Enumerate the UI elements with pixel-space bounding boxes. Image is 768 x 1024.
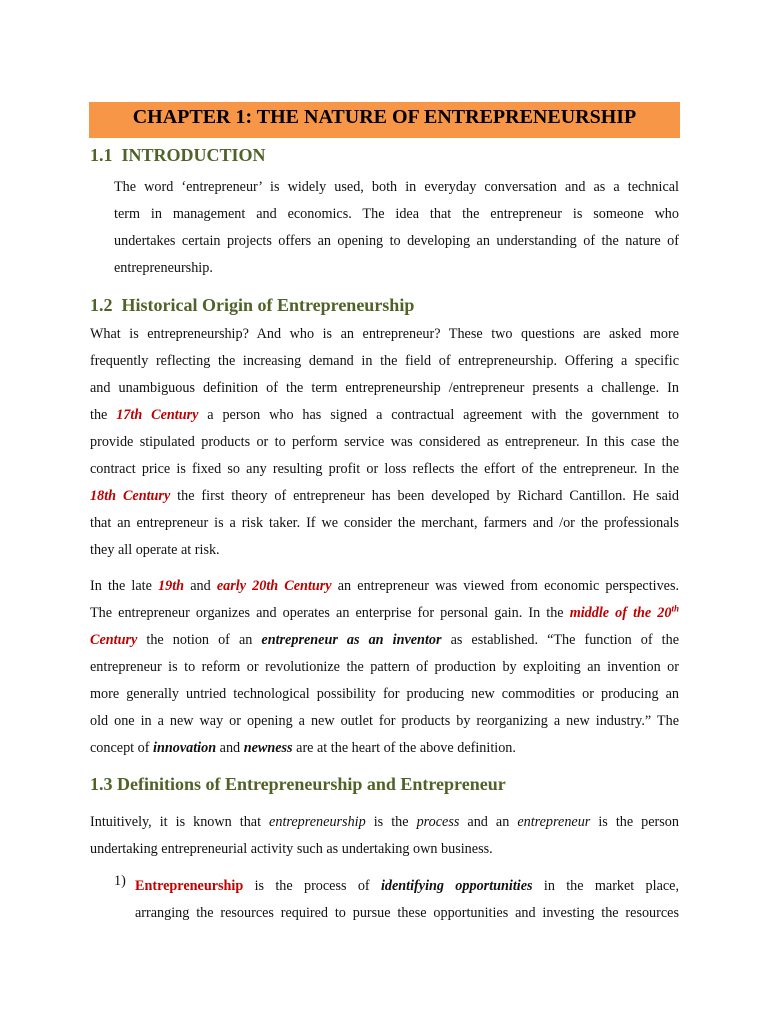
text-line: they all operate at risk. — [90, 542, 220, 558]
emphasis-inventor: entrepreneur as an inventor — [261, 632, 442, 648]
chapter-title: CHAPTER 1: THE NATURE OF ENTREPRENEURSHIP — [89, 102, 680, 138]
historical-paragraph-1 — [90, 321, 679, 564]
highlight-18th-century: 18th Century — [90, 488, 171, 504]
highlight-century: Century — [90, 632, 138, 648]
text-line: 18th Century the first theory of entrepreneur has been developed by Richard Cantillon. He said — [90, 488, 679, 504]
highlight-middle-20th: middle of the 20th — [569, 603, 679, 621]
text-line: and unambiguous definition of the term entrepreneurship /entrepreneur presents a challenge. In — [90, 380, 679, 396]
introduction-paragraph — [114, 174, 679, 282]
term-entrepreneurship: Entrepreneurship — [135, 878, 244, 894]
text-line: The word ‘entrepreneur’ is widely used, both in everyday conversation and as a technical — [114, 179, 679, 195]
section-title: INTRODUCTION — [121, 145, 266, 165]
section-number: 1.1 — [90, 145, 113, 165]
emphasis-innovation: innovation — [153, 740, 217, 756]
list-item-number: 1) — [114, 873, 126, 889]
text-line: Intuitively, it is known that entrepreneurship is the process and an entrepreneur is the person — [90, 814, 679, 830]
section-heading-historical-origin — [90, 295, 414, 316]
historical-paragraph-2 — [90, 573, 679, 762]
text-line: contract price is fixed so any resulting profit or loss reflects the effort of the entrepreneur. In the — [90, 461, 679, 477]
text-line: frequently reflecting the increasing demand in the field of entrepreneurship. Offering a specific — [90, 353, 679, 369]
highlight-19th: 19th — [158, 578, 185, 594]
highlight-17th-century: 17th Century — [116, 407, 199, 423]
text-line: arranging the resources required to pursue these opportunities and investing the resources — [135, 905, 679, 921]
text-line: entrepreneurship. — [114, 260, 213, 276]
text-line: more generally untried technological possibility for producing new commodities or producing an — [90, 686, 679, 702]
section-heading-definitions — [90, 774, 506, 795]
emphasis-identifying-opportunities: identifying opportunities — [380, 878, 533, 894]
text-line: undertakes certain projects offers an opening to developing an understanding of the nature of — [114, 233, 679, 249]
text-line: that an entrepreneur is a risk taker. If we consider the merchant, farmers and /or the professionals — [90, 515, 679, 531]
text-line: What is entrepreneurship? And who is an entrepreneur? These two questions are asked more — [90, 326, 679, 342]
text-line: Entrepreneurship is the process of identifying opportunities in the market place, — [135, 878, 680, 894]
text-line: undertaking entrepreneurial activity such as undertaking own business. — [90, 841, 493, 857]
text-line: The entrepreneur organizes and operates an enterprise for personal gain. In the middle of the 20th — [90, 603, 679, 621]
section-title: Definitions of Entrepreneurship and Entrepreneur — [117, 774, 506, 794]
definitions-paragraph — [90, 809, 679, 863]
section-heading-introduction — [90, 145, 266, 166]
text-line: Century the notion of an entrepreneur as an inventor as established. “The function of the — [90, 632, 680, 648]
emphasis-newness: newness — [243, 740, 293, 756]
text-line: entrepreneur is to reform or revolutionize the pattern of production by exploiting an invention or — [90, 659, 679, 675]
text-line: In the late 19th and early 20th Century an entrepreneur was viewed from economic perspectives. — [90, 578, 680, 594]
text-line: the 17th Century a person who has signed a contractual agreement with the government to — [90, 407, 680, 423]
section-title: Historical Origin of Entrepreneurship — [121, 295, 415, 315]
list-item — [135, 873, 679, 927]
section-number: 1.3 — [90, 774, 113, 794]
text-line: term in management and economics. The idea that the entrepreneur is someone who — [114, 206, 679, 222]
text-line: provide stipulated products or to perform service was considered as entrepreneur. In this case the — [90, 434, 679, 450]
text-line: concept of innovation and newness are at the heart of the above definition. — [90, 740, 516, 756]
section-number: 1.2 — [90, 295, 113, 315]
highlight-early-20th-century: early 20th Century — [216, 578, 332, 594]
text-line: old one in a new way or opening a new outlet for products by reorganizing a new industry.” The — [90, 713, 679, 729]
